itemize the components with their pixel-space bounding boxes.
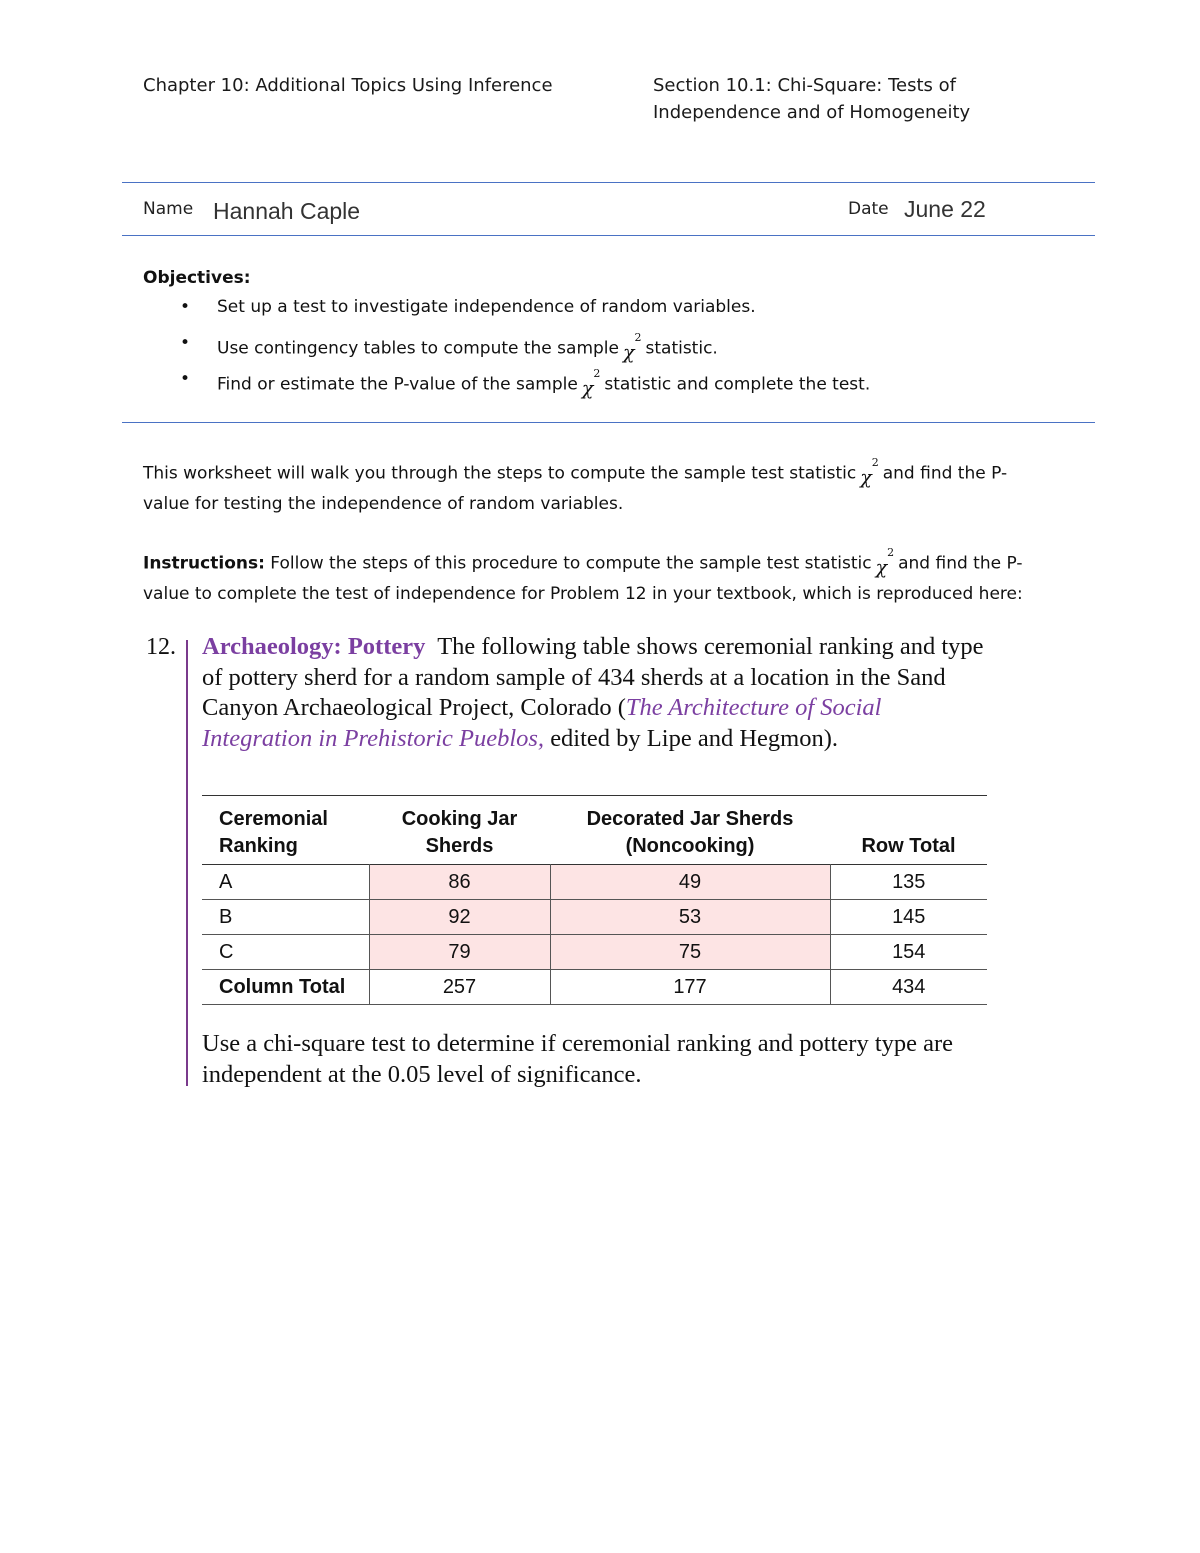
bullet: • [180,297,191,317]
contingency-table [202,795,987,1005]
chi-square-symbol: $\chi^2$ [860,456,879,489]
table-row: C 79 75 154 [202,935,987,970]
problem-title: Archaeology: Pottery [202,633,426,660]
chi-square-symbol: $\chi^2$ [875,546,895,579]
objectives-title: Objectives: [143,268,251,288]
problem-question: Use a chi-square test to determine if ceremonial ranking and pottery type are independent at the 0.05 level of significance. [202,1030,954,1088]
header-ceremonial-ranking: Ceremonial Ranking [219,808,328,857]
citation: The Architecture of Social Integration in Prehistoric Pueblos, [202,694,882,752]
objective-item: • Find or estimate the P-value of the sample $\chi^2statistic$ and complete the test. [142,364,1042,400]
header-cooking-jar: Cooking Jar Sherds [401,808,518,857]
bullet: • [180,369,191,389]
date-field[interactable]: June 22 [904,196,986,222]
objective-item: • Set up a test to investigate independence of random variables. [142,292,1042,328]
name-field[interactable]: Hannah Caple [213,198,361,224]
chi-square-symbol: $\chi^2$ [581,367,601,400]
header-row-total: Row Total [861,835,956,857]
objective-item: • Use contingency tables to compute the sample $\chi^2statistic$. [142,328,1042,364]
chi-square-symbol: $\chi^2$ [622,331,642,364]
intro-paragraph: This worksheet will walk you through the steps to compute the sample test statistic $\chi^2and$ find the P- value for testing the independence of random variables. [143,456,1008,515]
table-row: B 92 53 145 [202,900,987,935]
objectives-list [142,292,1042,400]
problem-statement: Archaeology: Pottery The following table shows ceremonial ranking and type of pottery sherd for a random sample of 434 sherds at a location in the Sand Canyon Archaeological Project, Colorado (The Architecture of Social Integration in Prehistoric Pueblos, edited by Lipe and Hegmon). [202,633,984,752]
section-title: Section 10.1: Chi-Square: Tests of Independence and of Homogeneity [653,75,971,123]
bullet: • [180,333,191,353]
problem-margin-bar [186,640,188,1086]
divider-name-bottom [122,235,1095,236]
divider-top [122,182,1095,183]
divider-objectives-bottom [122,422,1095,423]
instructions-label: Instructions: [143,553,265,574]
table-row-totals: Column Total 257 177 434 [202,970,987,1005]
header-decorated-jar: Decorated Jar Sherds (Noncooking) [586,808,794,857]
name-label: Name [143,199,194,219]
chapter-title: Chapter 10: Additional Topics Using Inference [143,75,553,96]
date-label: Date [848,199,889,219]
table-row: A 86 49 135 [202,865,987,900]
problem-number: 12. [146,634,176,660]
instructions-paragraph: Instructions: Follow the steps of this procedure to compute the sample test statistic $\chi^2and$ find the P- value to complete the test of independence for Problem 12 in your textbook, which is reproduced here: [143,546,1023,605]
